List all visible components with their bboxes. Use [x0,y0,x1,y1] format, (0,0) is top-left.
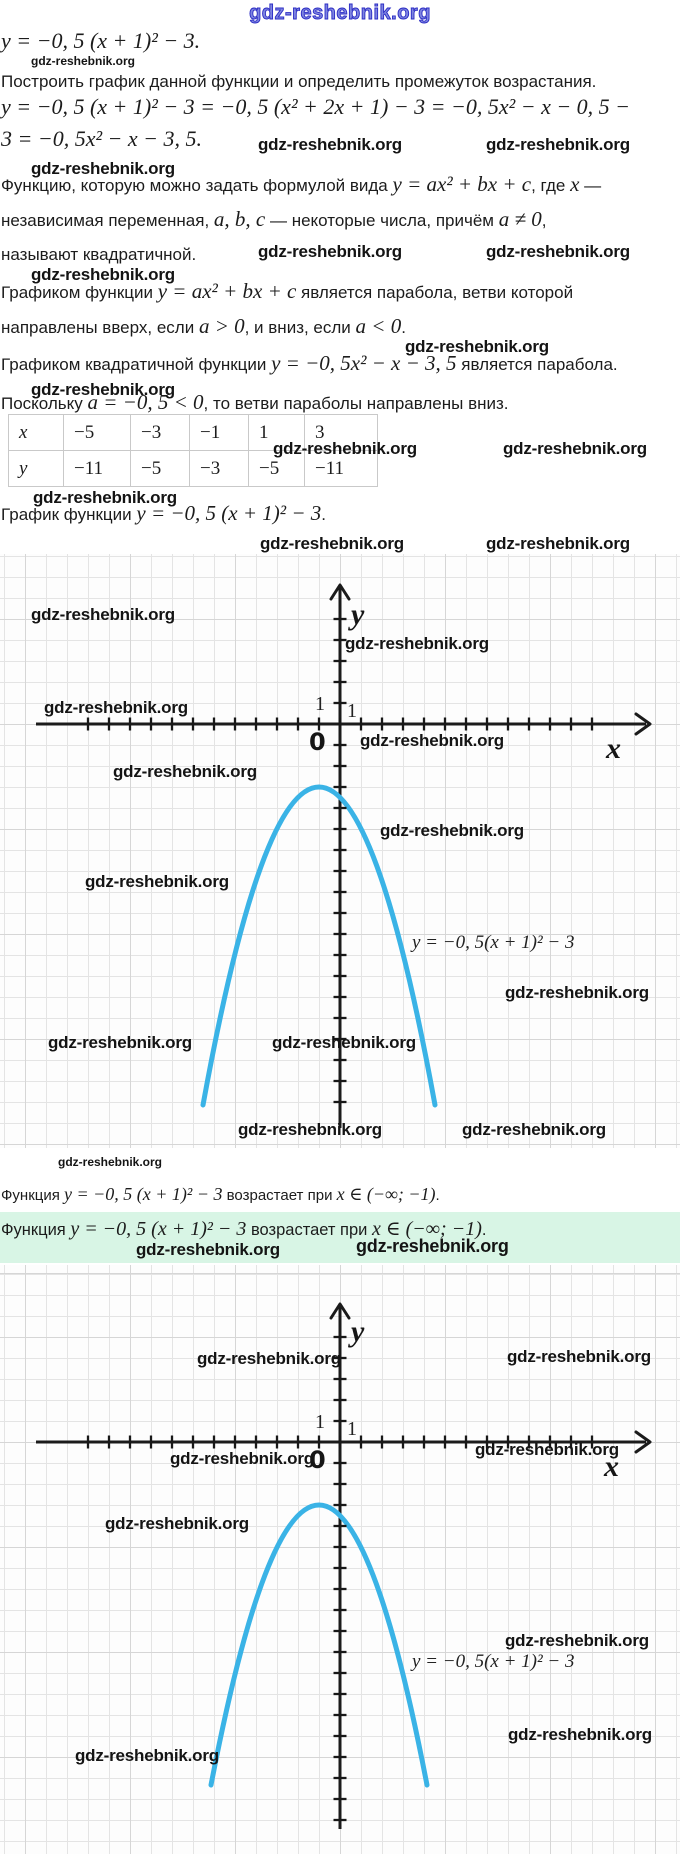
task-statement [1,68,596,95]
watermark-text: gdz-reshebnik.org [486,534,630,553]
text-segment: . [435,1187,440,1204]
table-cell: −5 [64,415,131,451]
math-segment: y = −0, 5 (x + 1)² − 3. [1,28,201,53]
watermark-text: gdz-reshebnik.org [48,1033,192,1052]
math-segment: a > 0 [198,314,245,338]
watermark-text: gdz-reshebnik.org [360,731,504,750]
watermark-text: gdz-reshebnik.org [462,1120,606,1139]
curve-label: y = −0, 5(x + 1)² − 3 [412,1651,575,1672]
watermark-text: gdz-reshebnik.org [258,135,402,154]
text-segment: направлены вверх, если [1,318,199,337]
y-unit-label: 1 [315,693,325,715]
graph-1-canvas [0,554,680,1148]
watermark-text: gdz-reshebnik.org [380,821,524,840]
text-segment: , [541,211,547,230]
math-segment: y = −0, 5 (x + 1)² − 3 [136,501,322,525]
definition-line-2 [1,206,546,234]
watermark-text: gdz-reshebnik.org [31,605,175,624]
x-unit-label: 1 [347,1418,357,1440]
text-segment: . [401,318,406,337]
text-segment: возрастает при [222,1187,337,1204]
watermark-text: gdz-reshebnik.org [197,1349,341,1368]
text-segment: Функцию, которую можно задать формулой вида [1,176,393,195]
text-segment: является парабола, ветви которой [296,283,574,302]
parabola-curve [211,1505,427,1785]
math-segment: a < 0 [355,314,402,338]
math-segment: y = −0, 5 (x + 1)² − 3 = −0, 5 (x² + 2x + 1) − 3 = −0, 5x² − x − 0, 5 − [1,94,631,119]
math-segment: a = −0, 5 < 0 [87,390,204,414]
text-segment: Графиком функции [1,283,158,302]
text-segment: Поскольку [1,394,88,413]
table-cell: −11 [305,451,378,487]
math-segment: y = −0, 5 (x + 1)² − 3 [64,1184,223,1204]
watermark-text: gdz-reshebnik.org [136,1240,280,1259]
text-segment: , где [531,176,571,195]
text-segment: Функция [1,1187,65,1204]
text-segment: Построить график данной функции и определить промежуток возрастания. [1,72,597,91]
watermark-text: gdz-reshebnik.org [272,1033,416,1052]
text-segment: . [481,1221,487,1239]
watermark-text: gdz-reshebnik.org [85,872,229,891]
watermark-text: gdz-reshebnik.org [505,983,649,1002]
watermark-text: gdz-reshebnik.org [405,337,549,356]
table-cell: y [9,451,64,487]
table-cell: 1 [249,415,305,451]
watermark-text: gdz-reshebnik.org [75,1746,219,1765]
parabola-note-2 [1,313,406,341]
origin-label: 0 [309,1446,326,1474]
table-cell: −11 [64,451,131,487]
text-segment: Функция [1,1221,71,1239]
function-graph-2 [0,1265,680,1854]
watermark-text: gdz-reshebnik.org [113,762,257,781]
math-segment: a ≠ 0 [498,207,542,231]
table-cell: −5 [131,451,190,487]
watermark-text: gdz-reshebnik.org [31,54,136,68]
y-axis-label: y [351,598,365,631]
watermark-text: gdz-reshebnik.org [503,439,647,458]
table-cell: 3 [305,415,378,451]
text-segment: — [579,176,602,195]
formula-expansion-2 [1,125,202,152]
watermark-text: gdz-reshebnik.org [356,1236,509,1256]
text-segment: , то ветви параболы направлены вниз. [203,394,509,413]
math-segment: x ∈ (−∞; −1) [371,1218,482,1240]
formula-given [1,27,200,54]
function-graph-1 [0,554,680,1148]
curve-label: y = −0, 5(x + 1)² − 3 [412,932,575,953]
math-segment: x [570,172,580,196]
y-axis-label: y [351,1315,365,1348]
watermark-text: gdz-reshebnik.org [105,1514,249,1533]
math-segment: y = ax² + bx + c [392,172,532,196]
text-segment: Графиком квадратичной функции [1,355,272,374]
math-segment: x ∈ (−∞; −1) [336,1184,436,1204]
table-cell: −1 [190,415,249,451]
watermark-text: gdz-reshebnik.org [31,380,175,399]
text-segment: возрастает при [246,1221,372,1239]
math-segment: y = ax² + bx + c [157,279,297,303]
x-axis-label: x [604,1450,619,1483]
math-segment: y = −0, 5x² − x − 3, 5 [271,351,457,375]
text-segment: . [321,505,326,524]
watermark-text: gdz-reshebnik.org [44,698,188,717]
watermark-text: gdz-reshebnik.org [507,1347,651,1366]
table-cell: −5 [249,451,305,487]
text-segment: График функции [1,505,137,524]
conclusion-text [1,1181,440,1209]
watermark-text: gdz-reshebnik.org [58,1155,163,1169]
text-segment: , и вниз, если [244,318,356,337]
formula-expansion-1 [1,93,630,120]
text-segment: — некоторые числа, причём [265,211,499,230]
definition-line-3 [1,241,196,268]
watermark-text: gdz-reshebnik.org [33,488,177,507]
watermark-text: gdz-reshebnik.org [258,242,402,261]
table-cell: −3 [190,451,249,487]
watermark-text: gdz-reshebnik.org [170,1449,314,1468]
watermark-text: gdz-reshebnik.org [486,242,630,261]
table-cell: −3 [131,415,190,451]
x-unit-label: 1 [347,700,357,722]
math-segment: a, b, c [213,207,266,231]
math-segment: y = −0, 5 (x + 1)² − 3 [70,1218,247,1240]
watermark-text: gdz-reshebnik.org [31,159,175,178]
watermark-text: gdz-reshebnik.org [238,1120,382,1139]
text-segment: независимая переменная, [1,211,214,230]
watermark-text: gdz-reshebnik.org [475,1440,619,1459]
table-cell: x [9,415,64,451]
site-logo: gdz-reshebnik.org [249,2,431,24]
watermark-text: gdz-reshebnik.org [486,135,630,154]
watermark-text: gdz-reshebnik.org [260,534,404,553]
watermark-text: gdz-reshebnik.org [345,634,489,653]
y-unit-label: 1 [315,1411,325,1433]
watermark-text: gdz-reshebnik.org [505,1631,649,1650]
origin-label: 0 [309,728,326,756]
watermark-text: gdz-reshebnik.org [31,265,175,284]
watermark-text: gdz-reshebnik.org [273,439,417,458]
text-segment: является парабола. [456,355,618,374]
text-segment: называют квадратичной. [1,245,197,264]
highlighted-answer [0,1212,680,1263]
math-segment: 3 = −0, 5x² − x − 3, 5. [1,126,203,151]
watermark-text: gdz-reshebnik.org [508,1725,652,1744]
x-axis-label: x [606,732,621,765]
